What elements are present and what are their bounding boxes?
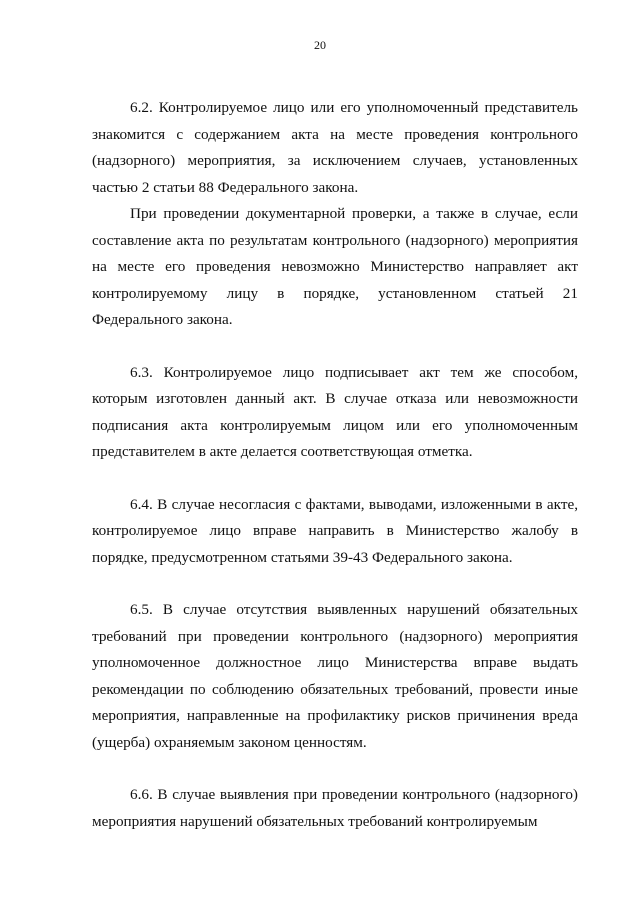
paragraph-spacer [92,756,578,782]
paragraph-6-3: 6.3. Контролируемое лицо подписывает акт тем же способом, которым изготовлен данный акт. В случае отказа или невозможности подписания акта контролируемым лицом или его уполномоченным представителем в акте делается соответствующая отметка. [92,363,578,460]
paragraph-spacer [92,334,578,360]
paragraph-spacer [92,466,578,492]
paragraph-spacer [92,571,578,597]
document-body [92,95,578,835]
page-number: 20 [314,38,326,52]
paragraph-6-2: 6.2. Контролируемое лицо или его уполномоченный представитель знакомится с содержанием акта на месте проведения контрольного (надзорного) мероприятия, за исключением случаев, установленных частью 2 статьи 88 Федерального закона. [92,99,578,196]
paragraph-6-6: 6.6. В случае выявления при проведении контрольного (надзорного) мероприятия нарушений обязательных требований контролируемым [92,786,578,830]
paragraph-6-4: 6.4. В случае несогласия с фактами, выводами, изложенными в акте, контролируемое лицо вправе направить в Министерство жалобу в порядке, предусмотренном статьями 39-43 Федерального закона. [92,495,578,566]
paragraph-6-5: 6.5. В случае отсутствия выявленных нарушений обязательных требований при проведении контрольного (надзорного) мероприятия уполномоченное должностное лицо Министерства вправе выдать рекомендации по соблюдению обязательных требований, провести иные мероприятия, направленные на профилактику рисков причинения вреда (ущерба) охраняемым законом ценностям. [92,601,578,751]
paragraph-documentary-check: При проведении документарной проверки, а также в случае, если составление акта по результатам контрольного (надзорного) мероприятия на месте его проведения невозможно Министерство направляет акт контролируемому лицу в порядке, установленном статьей 21 Федерального закона. [92,205,578,328]
